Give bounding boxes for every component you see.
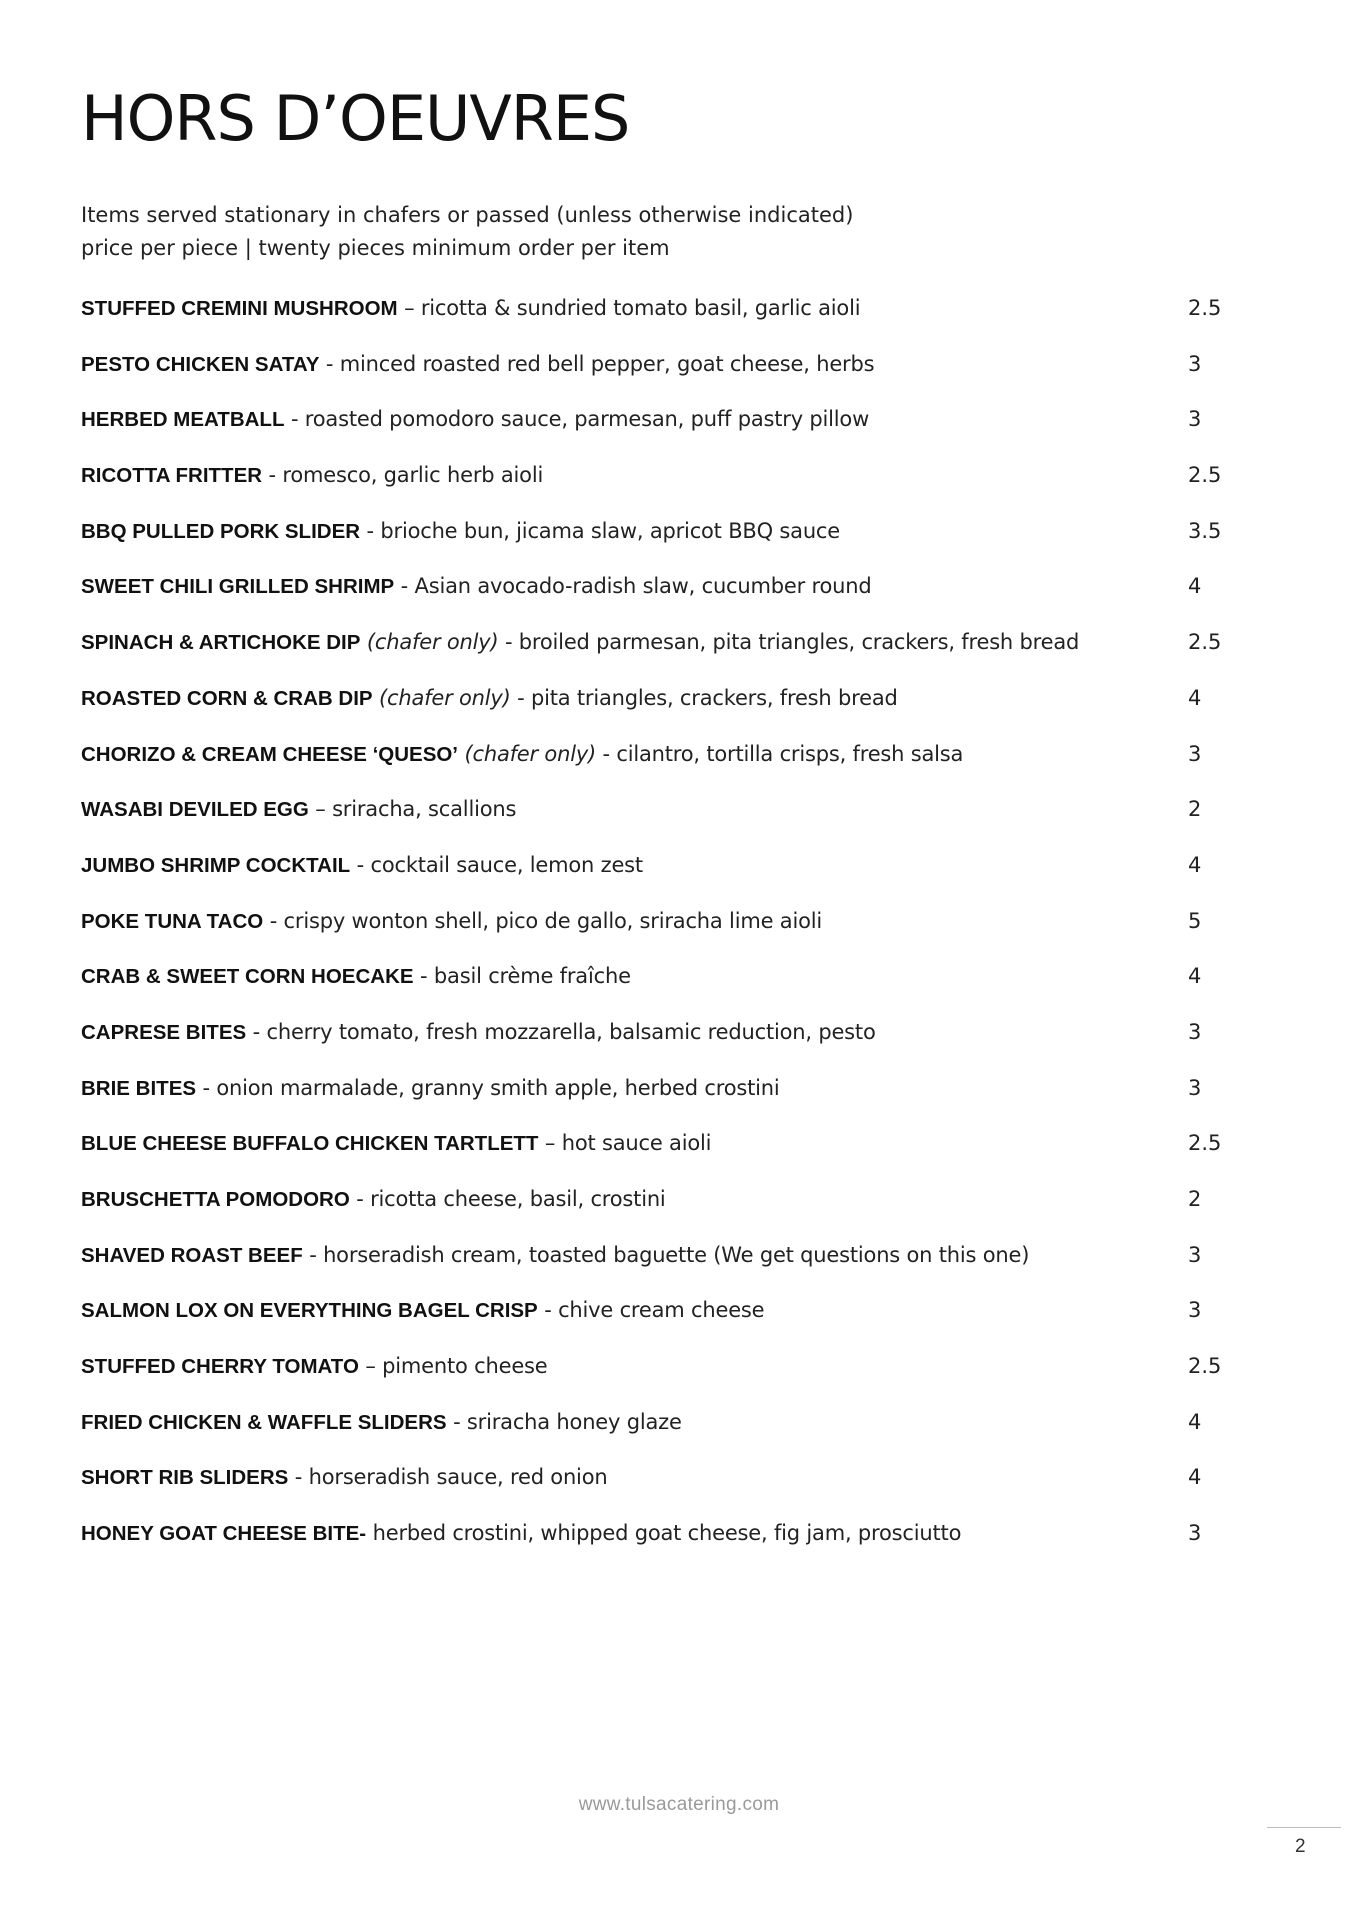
menu-item-price: 2.5 — [1188, 463, 1222, 488]
menu-item — [81, 1128, 1281, 1184]
menu-item-price: 2.5 — [1188, 630, 1222, 655]
menu-item-text — [81, 404, 1201, 435]
menu-item-text — [81, 1407, 1201, 1438]
menu-item-description: - brioche bun, jicama slaw, apricot BBQ sauce — [360, 518, 840, 543]
menu-item — [81, 906, 1281, 962]
menu-item-text — [81, 1351, 1201, 1382]
menu-item-text — [81, 349, 1201, 380]
menu-item — [81, 349, 1281, 405]
menu-item-price: 3 — [1188, 1075, 1202, 1100]
menu-item — [81, 627, 1281, 683]
menu-item-description: - cherry tomato, fresh mozzarella, balsamic reduction, pesto — [246, 1019, 876, 1044]
menu-item-description: – hot sauce aioli — [538, 1131, 712, 1156]
menu-item — [81, 460, 1281, 516]
menu-item-price: 4 — [1188, 964, 1202, 989]
menu-item — [81, 1240, 1281, 1296]
menu-item-price: 2 — [1188, 797, 1202, 822]
menu-item — [81, 1017, 1281, 1073]
menu-item-price: 4 — [1188, 685, 1202, 710]
menu-item-name: POKE TUNA TACO — [81, 909, 264, 933]
menu-item-description: - cilantro, tortilla crisps, fresh salsa — [596, 741, 964, 766]
menu-item-text — [81, 739, 1201, 770]
menu-item-name: BLUE CHEESE BUFFALO CHICKEN TARTLETT — [81, 1132, 539, 1156]
menu-item-text — [81, 571, 1201, 602]
menu-item-text — [81, 627, 1201, 658]
menu-item-price: 4 — [1188, 1409, 1202, 1434]
menu-item-description: - sriracha honey glaze — [446, 1409, 682, 1434]
menu-item — [81, 850, 1281, 906]
menu-item-description: - minced roasted red bell pepper, goat cheese, herbs — [319, 351, 875, 376]
menu-item-price: 3.5 — [1188, 518, 1222, 543]
menu-item-name: SWEET CHILI GRILLED SHRIMP — [81, 575, 395, 599]
menu-item-price: 3 — [1188, 741, 1202, 766]
menu-item — [81, 1295, 1281, 1351]
menu-item-price: 4 — [1188, 1465, 1202, 1490]
page-title: HORS D’OEUVRES — [81, 82, 630, 155]
menu-item-price: 2 — [1188, 1187, 1202, 1211]
menu-item-text — [81, 460, 1201, 491]
menu-item-name: FRIED CHICKEN & WAFFLE SLIDERS — [81, 1410, 447, 1434]
menu-item-price: 3 — [1188, 351, 1202, 376]
menu-item-price: 3 — [1188, 1242, 1202, 1267]
page-number-divider — [1267, 1827, 1341, 1828]
menu-item-description: - roasted pomodoro sauce, parmesan, puff pastry pillow — [284, 407, 870, 432]
menu-item-description: - chive cream cheese — [537, 1298, 765, 1323]
menu-item-description: - Asian avocado-radish slaw, cucumber round — [394, 574, 872, 599]
menu-item-price: 2.5 — [1188, 1131, 1222, 1156]
menu-item-text — [81, 1518, 1201, 1549]
menu-item — [81, 1462, 1281, 1518]
menu-item-text — [81, 1184, 1201, 1215]
menu-item-name: HERBED MEATBALL — [81, 408, 285, 432]
menu-item-description: - horseradish cream, toasted baguette (We get questions on this one) — [302, 1242, 1030, 1267]
menu-item — [81, 404, 1281, 460]
menu-item — [81, 1184, 1281, 1240]
menu-item-text — [81, 1073, 1201, 1104]
menu-item-price: 4 — [1188, 852, 1202, 877]
menu-item-text — [81, 516, 1201, 547]
menu-item-price: 3 — [1188, 1019, 1202, 1044]
menu-item-text — [81, 906, 1201, 937]
menu-item-note: (chafer only) — [360, 630, 499, 655]
menu-item-price: 4 — [1188, 574, 1202, 599]
menu-item-text — [81, 293, 1201, 324]
menu-item-price: 3 — [1188, 1298, 1202, 1323]
menu-item-description: - broiled parmesan, pita triangles, crackers, fresh bread — [498, 630, 1080, 655]
menu-item-name: STUFFED CHERRY TOMATO — [81, 1355, 359, 1379]
menu-item-description: - ricotta cheese, basil, crostini — [349, 1187, 666, 1211]
menu-item-text — [81, 1128, 1201, 1159]
menu-item-name: STUFFED CREMINI MUSHROOM — [81, 297, 398, 320]
menu-item-name: JUMBO SHRIMP COCKTAIL — [81, 853, 351, 877]
menu-item-text — [81, 683, 1201, 714]
menu-item-description: – ricotta & sundried tomato basil, garlic aioli — [397, 296, 861, 320]
menu-item — [81, 739, 1281, 795]
menu-item-name: BRUSCHETTA POMODORO — [81, 1188, 350, 1211]
menu-item-text — [81, 1462, 1201, 1493]
menu-item-name: CHORIZO & CREAM CHEESE ‘QUESO’ — [81, 742, 459, 766]
footer-website-url: www.tulsacatering.com — [578, 1794, 780, 1815]
menu-item — [81, 794, 1281, 850]
menu-item-description: herbed crostini, whipped goat cheese, fig jam, prosciutto — [366, 1521, 962, 1546]
menu-item-name: SPINACH & ARTICHOKE DIP — [81, 631, 361, 655]
menu-item-description: - basil crème fraîche — [413, 964, 631, 989]
menu-item-name: SHAVED ROAST BEEF — [81, 1243, 303, 1267]
menu-list — [81, 293, 1281, 1574]
menu-item-price: 2.5 — [1188, 296, 1222, 320]
menu-item-price: 2.5 — [1188, 1354, 1222, 1379]
menu-item-text — [81, 1017, 1201, 1048]
menu-item-text — [81, 961, 1201, 992]
menu-item-name: SALMON LOX ON EVERYTHING BAGEL CRISP — [81, 1299, 538, 1323]
menu-item-price: 3 — [1188, 407, 1202, 432]
menu-item-description: - horseradish sauce, red onion — [288, 1465, 608, 1490]
menu-item-description: - romesco, garlic herb aioli — [262, 463, 544, 488]
menu-item-text — [81, 794, 1201, 825]
menu-item-price: 5 — [1188, 908, 1202, 933]
menu-item — [81, 1351, 1281, 1407]
menu-item — [81, 571, 1281, 627]
menu-item-note: (chafer only) — [458, 741, 597, 766]
menu-item-name: RICOTTA FRITTER — [81, 464, 263, 488]
menu-item-name: HONEY GOAT CHEESE BITE- — [81, 1522, 367, 1546]
menu-item-note: (chafer only) — [372, 685, 511, 710]
intro-line-pricing: price per piece | twenty pieces minimum order per item — [81, 236, 670, 260]
intro-line-service: Items served stationary in chafers or passed (unless otherwise indicated) — [81, 203, 854, 227]
menu-item-name: CRAB & SWEET CORN HOECAKE — [81, 965, 414, 989]
menu-item — [81, 683, 1281, 739]
menu-item — [81, 516, 1281, 572]
menu-item-name: PESTO CHICKEN SATAY — [81, 352, 320, 376]
menu-item-name: BRIE BITES — [81, 1076, 197, 1100]
menu-item-text — [81, 1295, 1201, 1326]
menu-item-description: - cocktail sauce, lemon zest — [350, 852, 643, 877]
menu-item-price: 3 — [1188, 1521, 1202, 1546]
intro-text — [81, 199, 853, 265]
menu-item-description: - pita triangles, crackers, fresh bread — [510, 685, 898, 710]
menu-item-name: BBQ PULLED PORK SLIDER — [81, 519, 361, 543]
menu-item-text — [81, 1240, 1201, 1271]
menu-item — [81, 1407, 1281, 1463]
menu-item-text — [81, 850, 1201, 881]
menu-item-name: CAPRESE BITES — [81, 1020, 247, 1044]
menu-item-description: – sriracha, scallions — [308, 797, 517, 822]
menu-item-description: - crispy wonton shell, pico de gallo, sriracha lime aioli — [263, 908, 823, 933]
menu-item — [81, 1518, 1281, 1574]
menu-item-name: WASABI DEVILED EGG — [81, 798, 309, 822]
menu-item — [81, 961, 1281, 1017]
page-number: 2 — [1295, 1836, 1306, 1857]
menu-item-description: – pimento cheese — [358, 1354, 548, 1379]
menu-item-name: ROASTED CORN & CRAB DIP — [81, 686, 373, 710]
menu-item — [81, 1073, 1281, 1129]
menu-item-name: SHORT RIB SLIDERS — [81, 1466, 289, 1490]
menu-item-description: - onion marmalade, granny smith apple, herbed crostini — [196, 1075, 780, 1100]
menu-item — [81, 293, 1281, 349]
